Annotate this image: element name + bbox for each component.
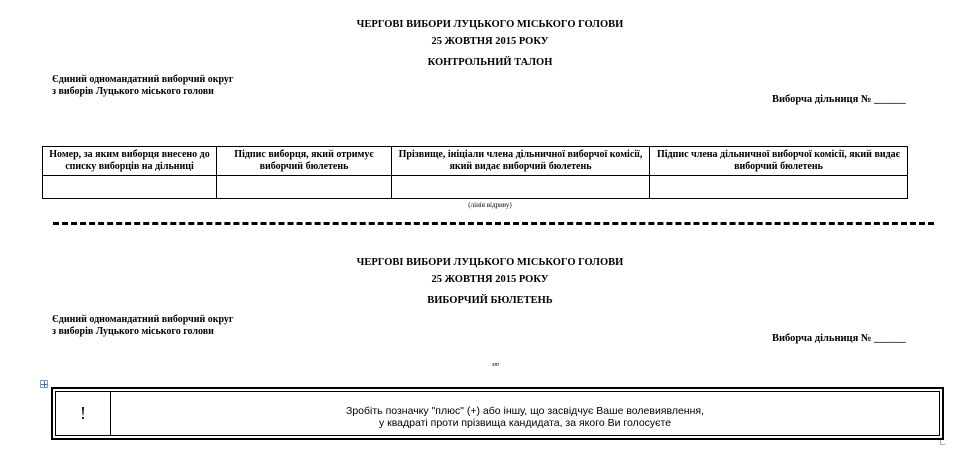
stub-district-line1: Єдиний одномандатний виборчий округ bbox=[52, 74, 234, 85]
control-table-header-cell: Прізвище, ініціали члена дільничної виборчої комісії, який видає виборчий бюлетень bbox=[392, 147, 650, 176]
tear-line-label: (лінія відриву) bbox=[468, 201, 512, 209]
control-table-header-cell: Підпис виборця, який отримує виборчий бюлетень bbox=[217, 147, 392, 176]
control-table-header-row bbox=[43, 147, 908, 176]
stub-district-line2: з виборів Луцького міського голови bbox=[52, 86, 214, 97]
ballot-district bbox=[52, 314, 233, 338]
seal-mark: мп bbox=[492, 362, 499, 368]
instruction-line2: у квадраті проти прізвища кандидата, за якого Ви голосуєте bbox=[378, 417, 672, 429]
instruction-line1: Зробіть позначку "плюс" (+) або іншу, що засвідчує Ваше волевиявлення, bbox=[346, 405, 704, 417]
control-table-input-cell[interactable] bbox=[650, 176, 908, 199]
stub-title-line2: 25 ЖОВТНЯ 2015 РОКУ bbox=[431, 36, 549, 47]
control-table bbox=[42, 146, 908, 199]
ballot-subtitle: ВИБОРЧИЙ БЮЛЕТЕНЬ bbox=[427, 295, 553, 306]
tear-dashed-line bbox=[53, 222, 934, 225]
exclamation-icon: ! bbox=[56, 392, 111, 435]
ballot-title-line2: 25 ЖОВТНЯ 2015 РОКУ bbox=[431, 274, 549, 285]
instruction-text bbox=[111, 405, 939, 429]
stub-title-line1: ЧЕРГОВІ ВИБОРИ ЛУЦЬКОГО МІСЬКОГО ГОЛОВИ bbox=[356, 19, 624, 30]
control-table-input-cell[interactable] bbox=[43, 176, 217, 199]
control-table-header-cell: Номер, за яким виборця внесено до списку виборців на дільниці bbox=[43, 147, 217, 176]
control-table-input-cell[interactable] bbox=[217, 176, 392, 199]
ballot-title-line1: ЧЕРГОВІ ВИБОРИ ЛУЦЬКОГО МІСЬКОГО ГОЛОВИ bbox=[356, 257, 624, 268]
table-resize-handle-icon[interactable] bbox=[940, 440, 945, 445]
ballot-district-line2: з виборів Луцького міського голови bbox=[52, 326, 214, 337]
ballot-precinct: Виборча дільниця № ______ bbox=[772, 333, 906, 344]
control-table-header-cell: Підпис члена дільничної виборчої комісії, який видає виборчий бюлетень bbox=[650, 147, 908, 176]
ballot-district-line1: Єдиний одномандатний виборчий округ bbox=[52, 314, 234, 325]
control-table-input-cell[interactable] bbox=[392, 176, 650, 199]
table-move-handle-icon[interactable] bbox=[40, 380, 48, 388]
stub-subtitle: КОНТРОЛЬНИЙ ТАЛОН bbox=[427, 57, 553, 68]
stub-district bbox=[52, 74, 233, 98]
stub-precinct: Виборча дільниця № ______ bbox=[772, 94, 906, 105]
instruction-inner-frame bbox=[55, 391, 940, 436]
instruction-box bbox=[51, 387, 944, 440]
control-table-input-row bbox=[43, 176, 908, 199]
